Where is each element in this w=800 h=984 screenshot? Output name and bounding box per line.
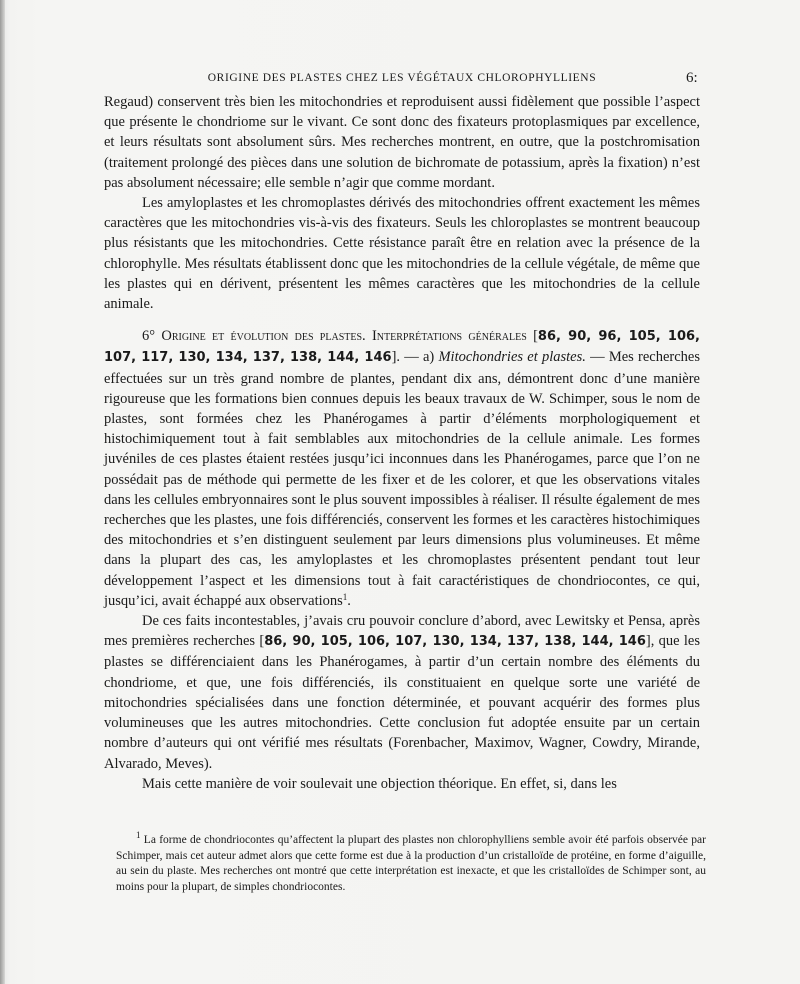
running-title: ORIGINE DES PLASTES CHEZ LES VÉGÉTAUX CHLOROPHYLLIENS [207, 72, 597, 84]
refs-open-bracket: [ [533, 328, 538, 345]
page-edge-shadow [0, 0, 5, 984]
footnote [116, 830, 706, 895]
section-heading-origin: Origine et évolution des plastes. [161, 328, 366, 345]
paragraph-3-text: — Mes recherches effectuées sur un très grand nombre de plantes, pendant dix ans, démontrent donc d’une manière rigoureuse que les formations bien connues depuis les beaux travaux de W. Schimper, sous le nom de plastes, sont formées chez les Phanérogames à partir d’éléments morphologiquement et histochimiquement tout à fait semblables aux mitochondries de la cellule animale. Les formes juvéniles de ces plastes étaient restées jusqu’ici inconnues dans les Phanérogames, parce que l’on ne possédait pas de méthode qui permette de les fixer et de les colorer, et que les observations vitales dans les cellules embryonnaires sont le plus souvent impossibles à réaliser. Il résulte également de mes recherches que les plastes, une fois différenciés, conservent les formes et les caractères histochimiques des mitochondries et s’en distinguent seulement par leurs dimensions plus volumineuses. Et même dans la plupart des cas, les amyloplastes et les chromoplastes présentent pendant tout leur développement l’aspect et les dimensions tout à fait caractéristiques de chondriocontes, ce qui, jusqu’ici, avait échappé aux observations [104, 349, 701, 609]
paragraph-2: Les amyloplastes et les chromoplastes dérivés des mitochondries offrent exactement les mêmes caractères que les mitochondries vis-à-vis des fixateurs. Seuls les chloroplastes se montrent beaucoup plus résistants que les mitochondries. Cette résistance paraît être en relation avec la présence de la chlorophylle. Mes résultats établissent donc que les mitochondries de la cellule végétale, de même que les plastes qui en dérivent, présentent les mêmes caractères que les mitochondries de la cellule animale. [104, 195, 700, 313]
section-heading-interpretations: Interprétations générales [365, 328, 534, 345]
refs-close: ]. — a) [391, 349, 439, 366]
reference-numbers-2: 86, 90, 105, 106, 107, 130, 134, 137, 138, 144, 146 [264, 634, 646, 650]
footnote-mark: 1 [136, 830, 141, 840]
paragraph-5: Mais cette manière de voir soulevait une objection théorique. En effet, si, dans les [142, 775, 617, 792]
paragraph-1: Regaud) conservent très bien les mitochondries et reproduisent aussi fidèlement que possible l’aspect que présente le chondriome sur le vivant. Ce sont donc des fixateurs protoplasmiques par excellence, et leurs résultats sont absolument sûrs. Mes recherches montrent, en outre, que la postchromisation (traitement prolongé des pièces dans une solution de bichromate de potassium, après la fixation) n’est pas absolument nécessaire; elle semble n’agir que comme mordant. [104, 94, 700, 191]
reference-numbers: 86, 90, 96, 105, 106, 107, 117, 130, 134, 137, 138, 144, 146 [104, 329, 700, 366]
section-number: 6° [142, 328, 162, 345]
paragraph-4-text-a: De ces faits incontestables, j’avais cru pouvoir conclure d’abord, avec Lewitsky et Pensa, après mes premières recherches [ [104, 613, 700, 650]
body-text [104, 92, 700, 794]
paragraph-4 [104, 611, 700, 774]
paragraph-3-end: . [347, 592, 351, 609]
subsection-title: Mitochondries et plastes. [438, 349, 586, 366]
paragraph-3-section-6 [104, 326, 700, 611]
paragraph-4-text-b: ], que les plastes se différenciaient dans les Phanérogames, à partir d’un certain nombre des éléments du chondriome, et que, une fois différenciés, ils constituaient en quelque sorte une variété de mitochondries spécialisées dans une fonction déterminée, et pouvant acquérir des formes plus volumineuses que les autres mitochondries. Cette conclusion fut adoptée ensuite par un certain nombre d’auteurs qui ont vérifié mes résultats (Forenbacher, Maximov, Wagner, Cowdry, Mirande, Alvarado, Meves). [104, 633, 700, 772]
footnote-marker: 1 [342, 591, 348, 602]
footnote-text: La forme de chondriocontes qu’affectent la plupart des plastes non chlorophylliens semble avoir été parfois observée par Schimper, mais cet auteur admet alors que cette forme est due à la production d’un cristalloïde de protéine, en forme d’aiguille, au sein du plaste. Mes recherches ont montré que cette interprétation est inexacte, et que les cristalloïdes de Schimper sont, au moins pour la plupart, de simples chondriocontes. [116, 834, 706, 893]
footnote-paragraph [116, 830, 706, 895]
page-number: 6: [686, 70, 698, 86]
